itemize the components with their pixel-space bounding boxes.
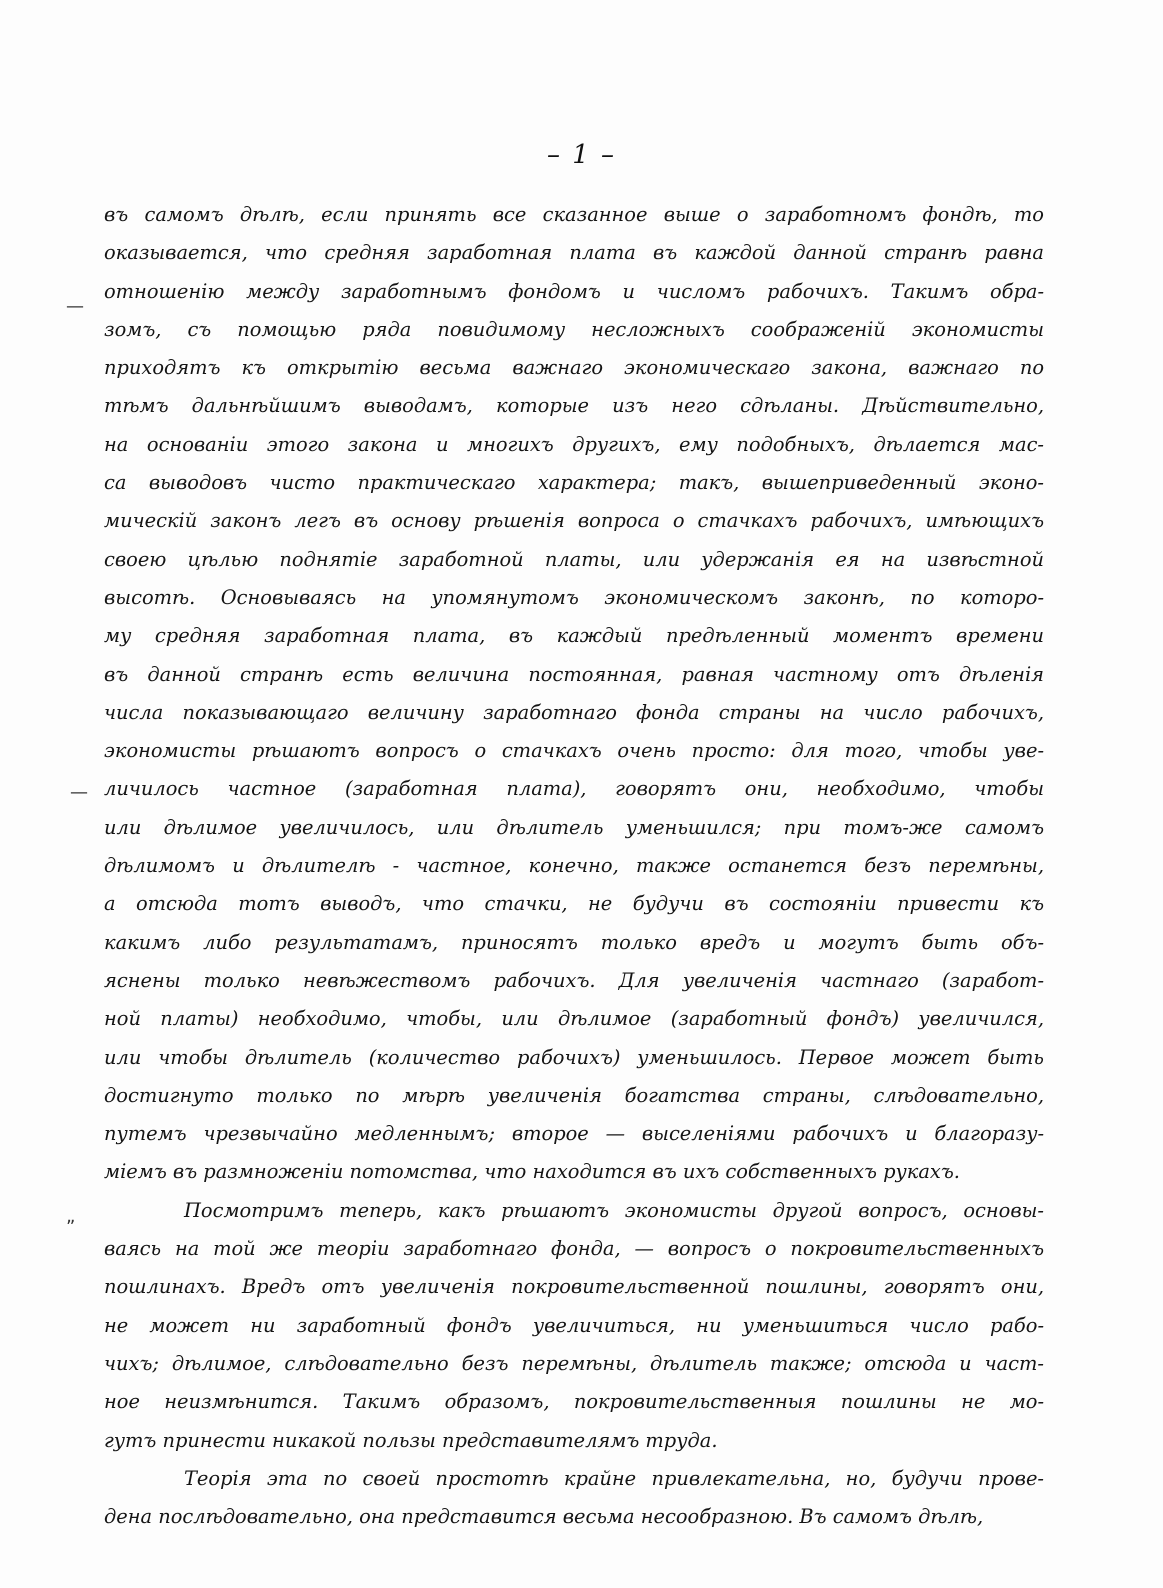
manuscript-line: тѣмъ дальнѣйшимъ выводамъ, которые изъ него сдѣланы. Дѣйствительно, bbox=[104, 394, 1044, 418]
manuscript-line: зомъ, съ помощью ряда повидимому несложныхъ соображеній экономисты bbox=[104, 317, 1044, 341]
manuscript-line: на основаніи этого закона и многихъ другихъ, ему подобныхъ, дѣлается мас- bbox=[104, 432, 1044, 456]
manuscript-line: ной платы) необходимо, чтобы, или дѣлимое (заработный фондъ) увеличился, bbox=[104, 1007, 1044, 1031]
manuscript-line: путемъ чрезвычайно медленнымъ; второе — выселеніями рабочихъ и благоразу- bbox=[104, 1122, 1044, 1146]
manuscript-line: достигнуто только по мѣрѣ увеличенія богатства страны, слѣдовательно, bbox=[104, 1083, 1044, 1107]
manuscript-line: Теорія эта по своей простотѣ крайне привлекательна, но, будучи прове- bbox=[184, 1466, 1044, 1490]
manuscript-line: въ данной странѣ есть величина постоянная, равная частному отъ дѣленія bbox=[104, 662, 1044, 686]
manuscript-line: са выводовъ чисто практическаго характера; такъ, вышеприведенный эконо- bbox=[104, 471, 1044, 495]
handwritten-text-block bbox=[104, 196, 1044, 1536]
manuscript-line: экономисты рѣшаютъ вопросъ о стачкахъ очень просто: для того, чтобы уве- bbox=[104, 739, 1044, 763]
manuscript-line: Посмотримъ теперь, какъ рѣшаютъ экономисты другой вопросъ, основы- bbox=[184, 1198, 1044, 1222]
manuscript-line: чихъ; дѣлимое, слѣдовательно безъ перемѣны, дѣлитель также; отсюда и част- bbox=[104, 1351, 1044, 1375]
manuscript-line: высотѣ. Основываясь на упомянутомъ экономическомъ законѣ, по которо- bbox=[104, 585, 1044, 609]
manuscript-line: ваясь на той же теоріи заработнаго фонда, — вопросъ о покровительственныхъ bbox=[104, 1237, 1044, 1261]
manuscript-line: какимъ либо результатамъ, приносятъ только вредъ и могутъ быть объ- bbox=[104, 930, 1044, 954]
manuscript-line: отношенію между заработнымъ фондомъ и числомъ рабочихъ. Такимъ обра- bbox=[104, 279, 1044, 303]
manuscript-line: му средняя заработная плата, въ каждый предѣленный моментъ времени bbox=[104, 624, 1044, 648]
manuscript-line: мическій законъ легъ въ основу рѣшенія вопроса о стачкахъ рабочихъ, имѣющихъ bbox=[104, 509, 1044, 533]
manuscript-line: дена послѣдовательно, она представится весьма несообразною. Въ самомъ дѣлѣ, bbox=[104, 1505, 984, 1529]
manuscript-line: не может ни заработный фондъ увеличиться, ни уменьшиться число рабо- bbox=[104, 1313, 1044, 1337]
margin-mark: — bbox=[70, 782, 88, 803]
manuscript-line: пошлинахъ. Вредъ отъ увеличенія покровительственной пошлины, говорятъ они, bbox=[104, 1275, 1044, 1299]
manuscript-line: ное неизмѣнится. Такимъ образомъ, покровительственныя пошлины не мо- bbox=[104, 1390, 1044, 1414]
page-number: – 1 – bbox=[546, 140, 617, 170]
manuscript-line: а отсюда тотъ выводъ, что стачки, не будучи въ состояніи привести къ bbox=[104, 892, 1044, 916]
manuscript-line: въ самомъ дѣлѣ, если принять все сказанное выше о заработномъ фондѣ, то bbox=[104, 203, 1044, 226]
manuscript-line: личилось частное (заработная плата), говорятъ они, необходимо, чтобы bbox=[104, 777, 1044, 801]
manuscript-line: оказывается, что средняя заработная плата въ каждой данной странѣ равна bbox=[104, 241, 1044, 265]
manuscript-line: яснены только невѣжествомъ рабочихъ. Для увеличенія частнаго (заработ- bbox=[104, 968, 1044, 992]
manuscript-line: или чтобы дѣлитель (количество рабочихъ) уменьшилось. Первое может быть bbox=[104, 1045, 1044, 1069]
manuscript-line: міемъ въ размноженіи потомства, что находится въ ихъ собственныхъ рукахъ. bbox=[104, 1160, 960, 1184]
manuscript-line: своею цѣлью поднятіе заработной платы, или удержанія ея на извѣстной bbox=[104, 547, 1044, 571]
margin-mark: — bbox=[66, 296, 84, 317]
manuscript-line: гутъ принести никакой пользы представителямъ труда. bbox=[104, 1428, 718, 1452]
manuscript-line: приходятъ къ открытію весьма важнаго экономическаго закона, важнаго по bbox=[104, 356, 1044, 380]
manuscript-line: числа показывающаго величину заработнаго фонда страны на число рабочихъ, bbox=[104, 700, 1044, 724]
manuscript-line: дѣлимомъ и дѣлителѣ - частное, конечно, также останется безъ перемѣны, bbox=[104, 854, 1044, 878]
margin-mark: „ bbox=[66, 1206, 76, 1227]
manuscript-line: или дѣлимое увеличилось, или дѣлитель уменьшился; при томъ-же самомъ bbox=[104, 815, 1044, 839]
